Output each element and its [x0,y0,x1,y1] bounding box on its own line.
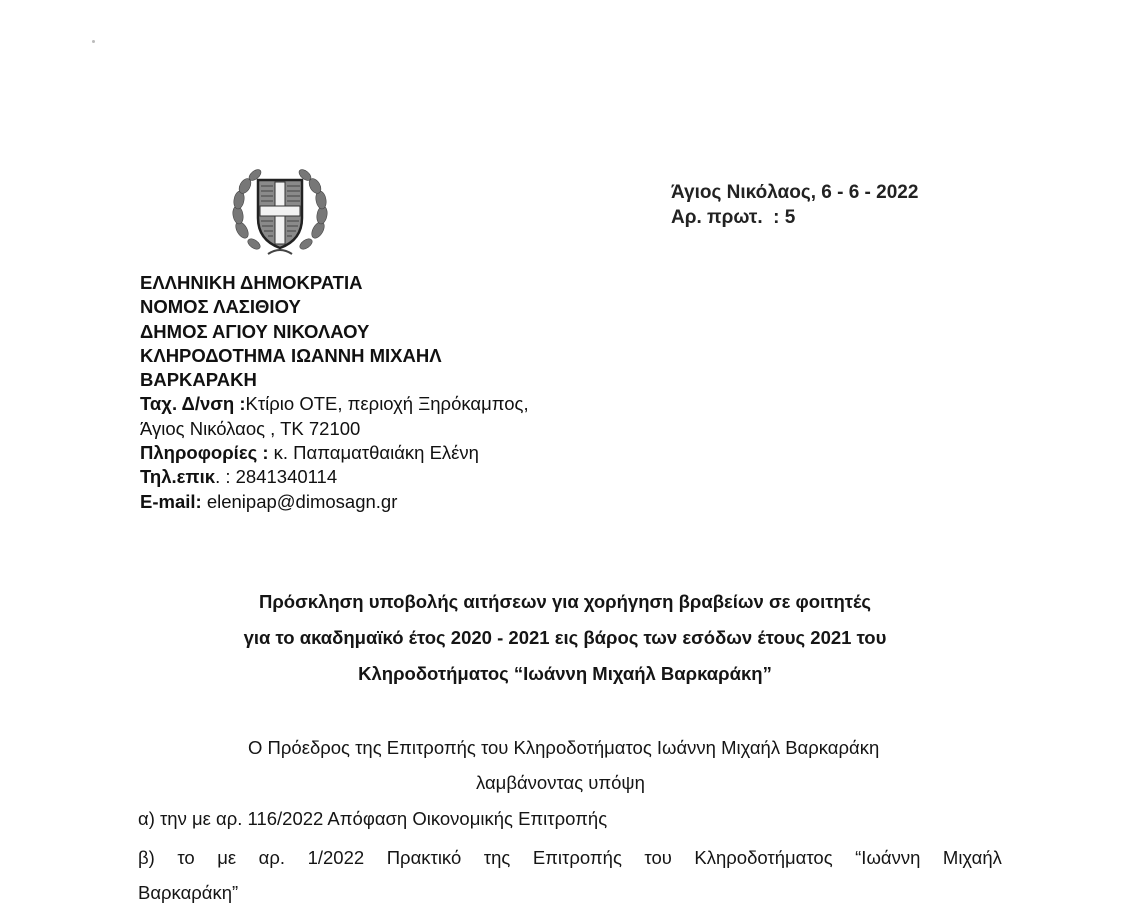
info-label: Πληροφορίες : [140,442,269,464]
body-item-b [138,847,1002,869]
sender-line-municipality: ΔΗΜΟΣ ΑΓΙΟΥ ΝΙΚΟΛΑΟΥ [140,320,370,342]
email-value: elenipap@dimosagn.gr [201,490,398,512]
title-line-3: Κληροδοτήματος “Ιωάννη Μιχαήλ Βαρκαράκη” [358,663,772,684]
sender-line-republic: ΕΛΛΗΝΙΚΗ ΔΗΜΟΚΡΑΤΙΑ [140,272,363,293]
phone-line [140,465,529,489]
item-b-word: με [217,847,237,868]
item-b-word: το [177,847,195,868]
item-b-word: Επιτροπής [532,847,622,868]
sender-line-prefecture: ΝΟΜΟΣ ΛΑΣΙΘΙΟΥ [140,296,301,318]
phone-value: . : 2841340114 [215,466,338,488]
item-b-word: 1/2022 [307,847,365,868]
item-b-word: β) [138,847,155,868]
sender-line-bequest-name: ΒΑΡΚΑΡΑΚΗ [140,369,257,391]
address-value: Κτίριο ΟΤΕ, περιοχή Ξηρόκαμπος, [245,393,529,415]
body-intro-line-2: λαμβάνοντας υπόψη [476,772,645,793]
item-b-word: του [644,847,672,868]
address-line [140,392,529,416]
body-item-a: α) την με αρ. 116/2022 Απόφαση Οικονομικής Επιτροπής [138,808,608,829]
date-protocol-block [671,180,918,230]
body-intro-line-1: Ο Πρόεδρος της Επιτροπής του Κληροδοτήματος Ιωάννη Μιχαήλ Βαρκαράκη [248,737,880,758]
title-line-1: Πρόσκληση υποβολής αιτήσεων για χορήγηση βραβείων σε φοιτητές [258,591,872,612]
item-b-word: Μιχαήλ [942,847,1002,868]
item-b-word: “Ιωάννη [855,847,921,868]
info-line [140,441,529,465]
sender-block [140,271,529,514]
item-b-word: Πρακτικό [386,847,462,868]
address-line-2: Άγιος Νικόλαος , ΤΚ 72100 [140,417,361,439]
sender-line-bequest: ΚΛΗΡΟΔΟΤΗΜΑ ΙΩΑΝΝΗ ΜΙΧΑΗΛ [140,344,442,366]
info-value: κ. Παπαματθαιάκη Ελένη [268,442,479,464]
body-item-b-continuation: Βαρκαράκη” [138,882,239,903]
address-label: Ταχ. Δ/νση : [140,393,246,415]
item-b-word: Κληροδοτήματος [694,847,833,868]
email-label: E-mail: [140,490,202,512]
item-b-word: αρ. [258,847,286,868]
item-b-word: της [483,847,511,868]
title-line-2: για το ακαδημαϊκό έτος 2020 - 2021 εις βάρος των εσόδων έτους 2021 του [243,627,887,648]
phone-label: Τηλ.επικ [140,466,216,488]
place-date: Άγιος Νικόλαος, 6 - 6 - 2022 [671,182,919,203]
scan-speck [92,40,95,43]
protocol-number: Αρ. πρωτ. : 5 [671,207,796,228]
greek-coat-of-arms-emblem [228,160,332,260]
email-line [140,490,529,514]
